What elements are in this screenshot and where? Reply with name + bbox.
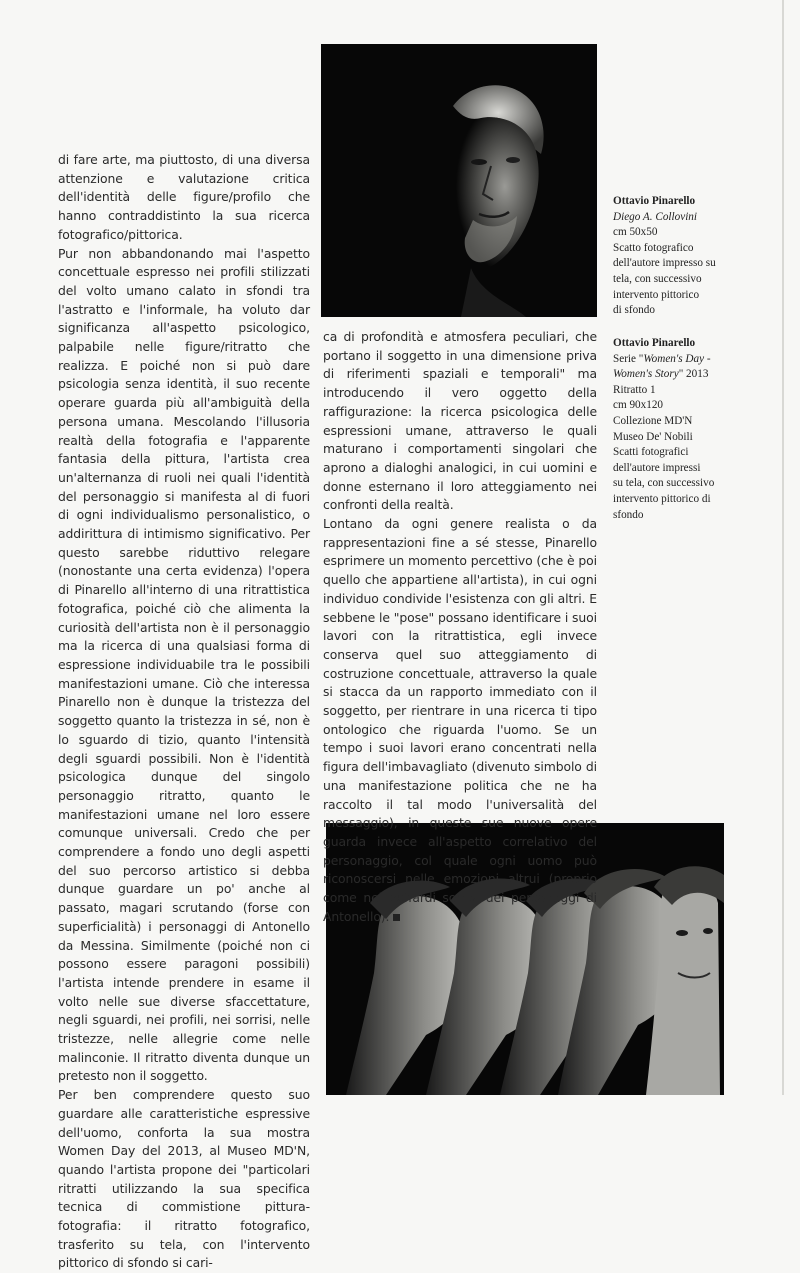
paragraph-last (323, 515, 597, 926)
paragraph: di fare arte, ma piuttosto, di una diversa attenzione e valutazione critica dell'identità delle figure/profilo che hanno contraddistinto la sua ricerca fotografico/pittorica. (58, 152, 310, 242)
photo-caption-2 (613, 336, 741, 523)
caption-line: intervento pittorico (613, 288, 700, 301)
caption-author: Ottavio Pinarello (613, 195, 696, 207)
caption-line: sfondo (613, 508, 644, 521)
caption-line: dell'autore impressi (613, 461, 701, 474)
page-edge (782, 0, 784, 1095)
caption-line: cm 50x50 (613, 226, 658, 239)
caption-line: intervento pittorico di (613, 492, 711, 505)
caption-line: cm 90x120 (613, 399, 664, 412)
caption-series-prefix: Serie " (613, 352, 644, 365)
paragraph-text: Lontano da ogni genere realista o da rappresentazioni fine a sé stesse, Pinarello esprimere un momento percettivo (che è poi quello che appartiene all'artista), in cui ogni individuo condivide l'esistenza con gli altri. E sebbene le "pose" possano identificare i suoi lavori con la ritrattistica, egli invece conserva quel suo atteggiamento di costruzione concettuale, attraverso la quale si stacca da un rapporto immediato con il soggetto, per rientrare in una ricerca ti tipo ontologico che riguarda l'uomo. Se un tempo i suoi lavori erano concentrati nella figura dell'imbavagliato (divenuto simbolo di una manifestazione politica che ne ha raccolto il tal modo l'universalità del messaggio), in queste sue nuove opere guarda invece all'aspetto correlativo del personaggio, col quale ogni uomo può riconoscersi nelle emozioni altrui (proprio come nei beffardi sorrisi dei personaggi di Antonello). (323, 516, 597, 924)
portrait-man-illustration (321, 44, 597, 317)
caption-line: tela, con successivo (613, 272, 702, 285)
photo-caption-1 (613, 194, 741, 319)
caption-series-title: Women's Day - Women's Story (613, 352, 711, 381)
caption-line: Collezione MD'N (613, 414, 693, 427)
caption-line: Scatti fotografici (613, 446, 689, 459)
caption-line: di sfondo (613, 304, 655, 317)
caption-title: Diego A. Collovini (613, 210, 698, 223)
portrait-photo-man (321, 44, 597, 317)
caption-line: dell'autore impresso su (613, 257, 716, 270)
caption-line: Scatto fotografico (613, 241, 694, 254)
paragraph: Pur non abbandonando mai l'aspetto concettuale espresso nei profili stilizzati del volto umano calato in sfondi tra l'astratto e l'informale, ha voluto dar significanza all'aspetto psicologico, palpabile nelle figure/ritratto che realizza. E poiché non si può dare psicologia senza identità, il suo recente operare guarda più all'ambiguità della persona umana. Mescolando l'illusoria realtà della fotografia e l'apparente fantasia della pittura, l'artista crea un'alternanza di ruoli nei quali l'identità del personaggio si manifesta al di fuori di ogni individualismo personalistico, o addirittura di intimismo significativo. Per questo sarebbe riduttivo relegare (nonostante una certa evidenza) l'opera di Pinarello all'interno di una ritrattistica fotografica, poiché ciò che alimenta la curiosità dell'artista non è il personaggio ma la ricerca di una qualsiasi forma di espressione individuabile tra le possibili manifestazioni umane. Ciò che interessa Pinarello non è dunque la tristezza del soggetto quanto la tristezza in sé, non è lo sguardo di tizio, quanto l'intensità degli sguardi possibili. Non è l'identità psicologica dunque del singolo personaggio ritratto, quanto le manifestazioni umane nel loro essere comunque universali. Credo che per comprendere a fondo uno degli aspetti del suo percorso artistico si debba dunque guardare un po' anche al passato, magari scrutando (forse con superficialità) i personaggi di Antonello da Messina. Similmente (poiché non ci possono essere paragoni possibili) l'artista intende prendere in esame il volto nelle sue diverse sfaccettature, negli sguardi, nei profili, nei sorrisi, nelle tristezze, nelle allegrie come nelle malinconie. Il ritratto diventa dunque un pretesto non il soggetto. (58, 245, 310, 1084)
caption-line: su tela, con successivo (613, 477, 715, 490)
caption-line: Museo De' Nobili (613, 430, 693, 443)
caption-series (613, 352, 741, 383)
paragraph: ca di profondità e atmosfera peculiari, che portano il soggetto in una dimensione priva di riferimenti spaziali e temporali" ma introducendo il vero oggetto della raffigurazione: la ricerca psicologica delle espressioni umane, attraverso le quali maturano i comportamenti singolari che aprono a dialoghi analogici, in cui uomini e donne esternano il loro atteggiamento nei confronti della realtà. (323, 329, 597, 513)
article-column-2 (323, 328, 597, 927)
end-of-article-square-icon (393, 914, 400, 921)
article-column-1 (58, 151, 310, 1273)
caption-series-suffix: " 2013 (678, 368, 709, 381)
paragraph: Per ben comprendere questo suo guardare alle caratteristiche espressive dell'uomo, conforta la sua mostra Women Day del 2013, al Museo MD'N, quando l'artista propone dei "particolari ritratti utilizzando la sua specifica tecnica di commistione pittura-fotografia: il ritratto fotografico, trasferito su tela, con l'intervento pittorico di sfondo si cari- (58, 1087, 310, 1271)
caption-line: Ritratto 1 (613, 383, 656, 396)
caption-author: Ottavio Pinarello (613, 337, 696, 349)
